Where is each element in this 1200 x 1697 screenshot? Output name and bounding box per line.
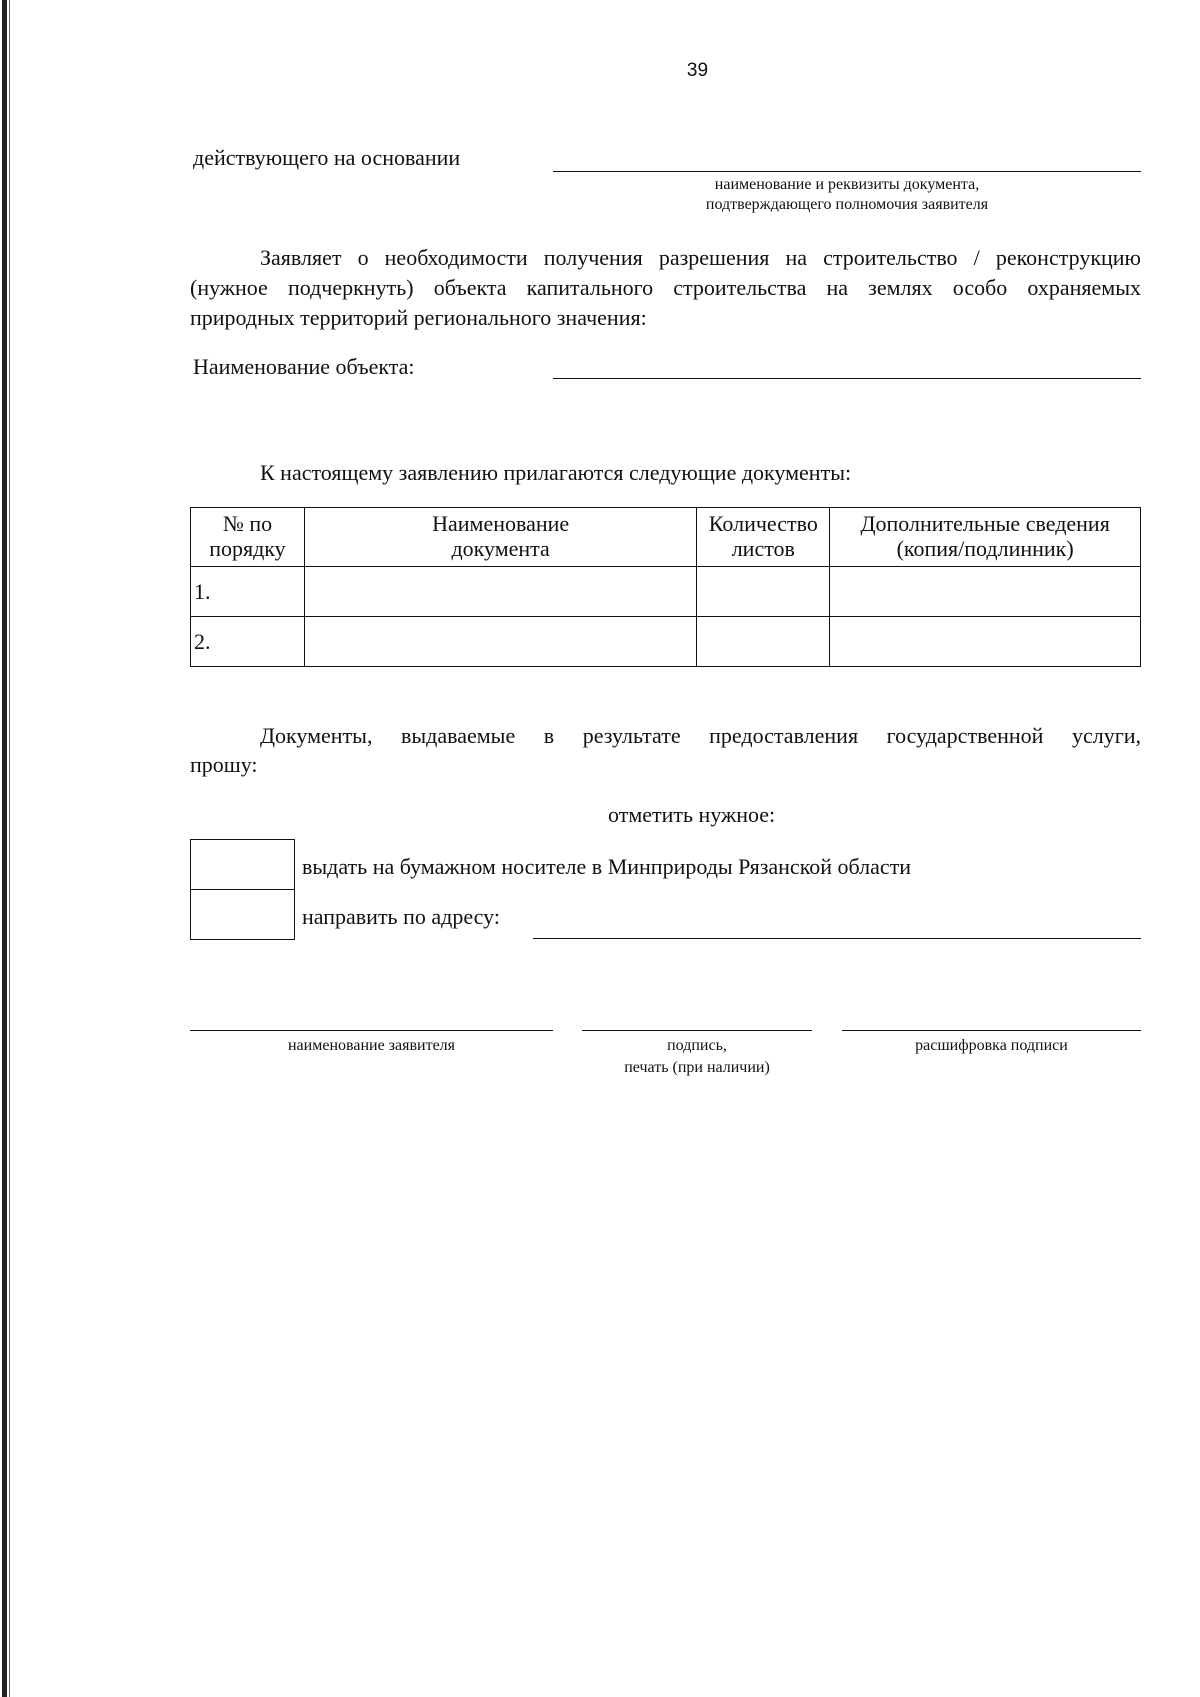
row-document-name-cell[interactable]: [304, 567, 696, 617]
object-name-label: Наименование объекта:: [193, 354, 415, 379]
table-row: [191, 617, 1141, 667]
delivery-line1: Документы, выдаваемые в результате предоставления государственной услуги,: [260, 723, 1141, 748]
option1-label: выдать на бумажном носителе в Минприроды Рязанской области: [302, 854, 912, 879]
basis-caption-line1: наименование и реквизиты документа,: [714, 176, 980, 193]
header-additional-info: [830, 508, 1141, 567]
signature-line: [582, 1030, 812, 1031]
statement-line3: природных территорий регионального значения:: [190, 305, 647, 330]
header-number-line1: № по: [222, 511, 273, 536]
option1-checkbox[interactable]: [190, 839, 295, 890]
row-additional-info-cell[interactable]: [830, 567, 1141, 617]
decoding-caption: расшифровка подписи: [915, 1037, 1068, 1054]
header-document-name-line1: Наименование: [432, 511, 570, 536]
table-header-row: [191, 508, 1141, 567]
address-line[interactable]: [533, 938, 1141, 939]
header-sheet-count: [697, 508, 830, 567]
attachments-intro: К настоящему заявлению прилагаются следующие документы:: [260, 460, 852, 485]
header-document-name: [304, 508, 696, 567]
statement-line1: Заявляет о необходимости получения разрешения на строительство / реконструкцию: [260, 245, 1141, 270]
basis-line: [553, 171, 1141, 172]
header-document-name-line2: документа: [451, 536, 550, 561]
scan-edge: [2, 0, 7, 1697]
row-number: 1.: [191, 567, 305, 617]
header-sheet-count-line2: листов: [731, 536, 795, 561]
header-number: [191, 508, 305, 567]
decoding-line: [842, 1030, 1141, 1031]
row-sheet-count-cell[interactable]: [697, 617, 830, 667]
basis-caption-line2: подтверждающего полномочия заявителя: [705, 196, 989, 213]
applicant-name-caption: наименование заявителя: [287, 1037, 456, 1054]
row-additional-info-cell[interactable]: [830, 617, 1141, 667]
mark-hint: отметить нужное:: [608, 802, 776, 827]
table-row: [191, 567, 1141, 617]
header-additional-info-line2: (копия/подлинник): [896, 536, 1074, 561]
attachments-table: [190, 507, 1141, 667]
statement-line2: (нужное подчеркнуть) объекта капитального строительства на землях особо охраняемых: [190, 275, 1141, 300]
header-sheet-count-line1: Количество: [708, 511, 818, 536]
scan-edge-thin: [9, 0, 10, 1697]
option2-label: направить по адресу:: [302, 904, 500, 929]
page-number: 39: [686, 60, 709, 81]
row-document-name-cell[interactable]: [304, 617, 696, 667]
signature-caption-line2: печать (при наличии): [624, 1059, 770, 1076]
delivery-line2: прошу:: [190, 752, 258, 777]
signature-caption-line1: подпись,: [667, 1037, 727, 1054]
basis-label: действующего на основании: [193, 145, 461, 170]
row-sheet-count-cell[interactable]: [697, 567, 830, 617]
applicant-name-line: [190, 1030, 553, 1031]
option2-checkbox[interactable]: [190, 889, 295, 940]
row-number: 2.: [191, 617, 305, 667]
header-number-line2: порядку: [209, 536, 286, 561]
header-additional-info-line1: Дополнительные сведения: [860, 511, 1110, 536]
object-name-line: [553, 378, 1141, 379]
